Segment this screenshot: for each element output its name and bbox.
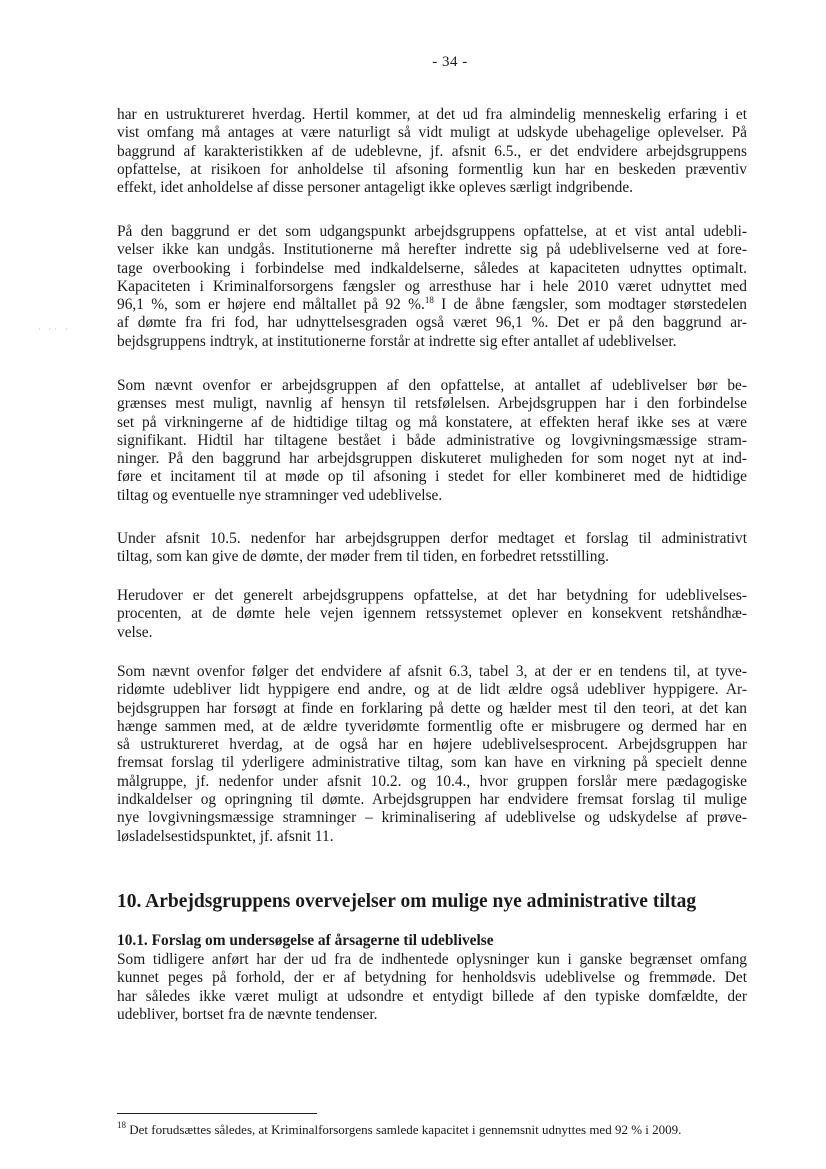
text-line: velse. xyxy=(117,623,153,641)
text-line: hænge sammen med, at de ældre tyveridømte formentlig ofte er misbrugere og dermed har en xyxy=(117,717,747,735)
text-line: Som nævnt ovenfor følger det endvidere af afsnit 6.3, tabel 3, at der er en tendens til, at tyve- xyxy=(117,663,747,680)
paragraph-1 xyxy=(117,106,747,197)
paragraph-6 xyxy=(117,663,747,846)
text-fragment: I de åbne fængsler, som modtager størstedelen xyxy=(433,296,747,314)
footnote-divider xyxy=(117,1113,317,1114)
text-line: bejdsgruppen har forsøgt at finde en forklaring på dette og hælder mest til den teori, at det kan xyxy=(117,699,747,717)
scan-speck-marks: · ·· · xyxy=(38,325,71,334)
text-line: føre et incitament til at møde op til afsoning i stedet for eller kombineret med de hidtidige xyxy=(117,468,747,486)
text-line: tage overbooking i forbindelse med indkaldelserne, således at kapaciteten udnyttes optimalt. xyxy=(117,259,747,277)
text-line: kunnet peges på forhold, der er af betydning for henholdsvis udeblivelse og fremmøde. Det xyxy=(117,969,747,987)
text-line: Som nævnt ovenfor er arbejdsgruppen af den opfattelse, at antallet af udeblivelser bør be- xyxy=(117,377,747,394)
text-line-with-footnote xyxy=(117,296,747,314)
text-line: indkaldelser og opringning til dømte. Arbejdsgruppen har endvidere fremsat forslag til mulige xyxy=(117,791,747,809)
text-line: målgruppe, jf. nedenfor under afsnit 10.2. og 10.4., hvor gruppen forslår mere pædagogiske xyxy=(117,772,747,790)
text-line: velser ikke kan undgås. Institutionerne må herefter indrette sig på udeblivelserne ved at fore- xyxy=(117,241,747,259)
text-line: signifikant. Hidtil har tiltagene bestået i både administrative og lovgivningsmæssige stram- xyxy=(117,431,747,449)
text-line: vist omfang må antages at være naturligt så vidt muligt at udskyde ubehagelige oplevelser. På xyxy=(117,124,747,142)
text-line: så ustruktureret hverdag, at de også har en højere udeblivelsesprocent. Arbejdsgruppen har xyxy=(117,736,747,754)
text-line: løsladelsestidspunktet, jf. afsnit 11. xyxy=(117,827,334,845)
text-line: udebliver, bortset fra de nævnte tendenser. xyxy=(117,1005,378,1023)
text-line: tiltag og eventuelle nye stramninger ved udeblivelse. xyxy=(117,486,443,504)
text-line: har således ikke været muligt at udsondre et entydigt billede af den typiske domfældte, der xyxy=(117,987,747,1005)
text-line: ridømte udebliver lidt hyppigere end andre, og at de lidt ældre også udebliver hyppigere. Ar- xyxy=(117,681,747,699)
footnote xyxy=(117,1122,681,1138)
text-line: bejdsgruppens indtryk, at institutionerne forstår at indrette sig efter antallet af udeblivelser. xyxy=(117,332,677,350)
footnote-reference[interactable]: 18 xyxy=(424,295,434,306)
footnote-text: Det forudsættes således, at Kriminalforsorgens samlede kapacitet i gennemsnit udnyttes med 92 % i 2009. xyxy=(129,1122,682,1137)
section-heading: 10. Arbejdsgruppens overvejelser om mulige nye administrative tiltag xyxy=(117,891,697,912)
paragraph-4 xyxy=(117,530,747,567)
text-line: fremsat forslag til yderligere administrative tiltag, som kan have en virkning på specielt denne xyxy=(117,754,747,772)
text-line: Kapaciteten i Kriminalforsorgens fængsler og arresthuse har i hele 2010 været udnyttet med xyxy=(117,277,747,295)
footnote-number: 18 xyxy=(117,1120,126,1130)
text-line: ninger. På den baggrund har arbejdsgruppen diskuteret muligheden for som noget nyt at ind- xyxy=(117,450,747,468)
text-line: opfattelse, at risikoen for anholdelse til afsoning formentlig kun har en beskeden præventiv xyxy=(117,160,747,178)
paragraph-7 xyxy=(117,951,747,1024)
text-line: På den baggrund er det som udgangspunkt arbejdsgruppens opfattelse, at et vist antal udebli- xyxy=(117,223,747,240)
paragraph-2 xyxy=(117,223,747,351)
paragraph-3 xyxy=(117,377,747,505)
page-number: - 34 - xyxy=(432,54,468,70)
text-line: har en ustruktureret hverdag. Hertil kommer, at det ud fra almindelig menneskelig erfaring i et xyxy=(117,106,747,123)
text-line: tiltag, som kan give de dømte, der møder frem til tiden, en forbedret retsstilling. xyxy=(117,548,609,566)
text-line: Under afsnit 10.5. nedenfor har arbejdsgruppen derfor medtaget et forslag til administrativt xyxy=(117,530,747,547)
subsection-heading: 10.1. Forslag om undersøgelse af årsagerne til udeblivelse xyxy=(117,932,494,949)
text-line: set på virkningerne af de hidtidige tiltag og må konstatere, at effekten heraf ikke ses at være xyxy=(117,413,747,431)
text-line: af dømte fra fri fod, har udnyttelsesgraden også været 96,1 %. Det er på den baggrund ar- xyxy=(117,314,747,332)
text-fragment: 96,1 %, som er højere end måltallet på 92 %. xyxy=(117,296,425,314)
text-line: grænses mest muligt, navnlig af hensyn til retsfølelsen. Arbejdsgruppen har i den forbindelse xyxy=(117,395,747,413)
text-line: Som tidligere anført har der ud fra de indhentede oplysninger kun i ganske begrænset omfang xyxy=(117,951,747,968)
paragraph-5 xyxy=(117,587,747,642)
text-line: procenten, at de dømte hele vejen igennem retssystemet oplever en konsekvent retshåndhæ- xyxy=(117,605,747,623)
text-line: nye lovgivningsmæssige stramninger – kriminalisering af udeblivelse og udskydelse af prøve- xyxy=(117,809,747,827)
text-line: Herudover er det generelt arbejdsgruppens opfattelse, at det har betydning for udeblivelses- xyxy=(117,587,747,604)
text-line: effekt, idet anholdelse af disse personer antageligt ikke opleves særligt indgribende. xyxy=(117,179,634,197)
text-line: baggrund af karakteristikken af de udeblevne, jf. afsnit 6.5., er det endvidere arbejdsgruppens xyxy=(117,142,747,160)
